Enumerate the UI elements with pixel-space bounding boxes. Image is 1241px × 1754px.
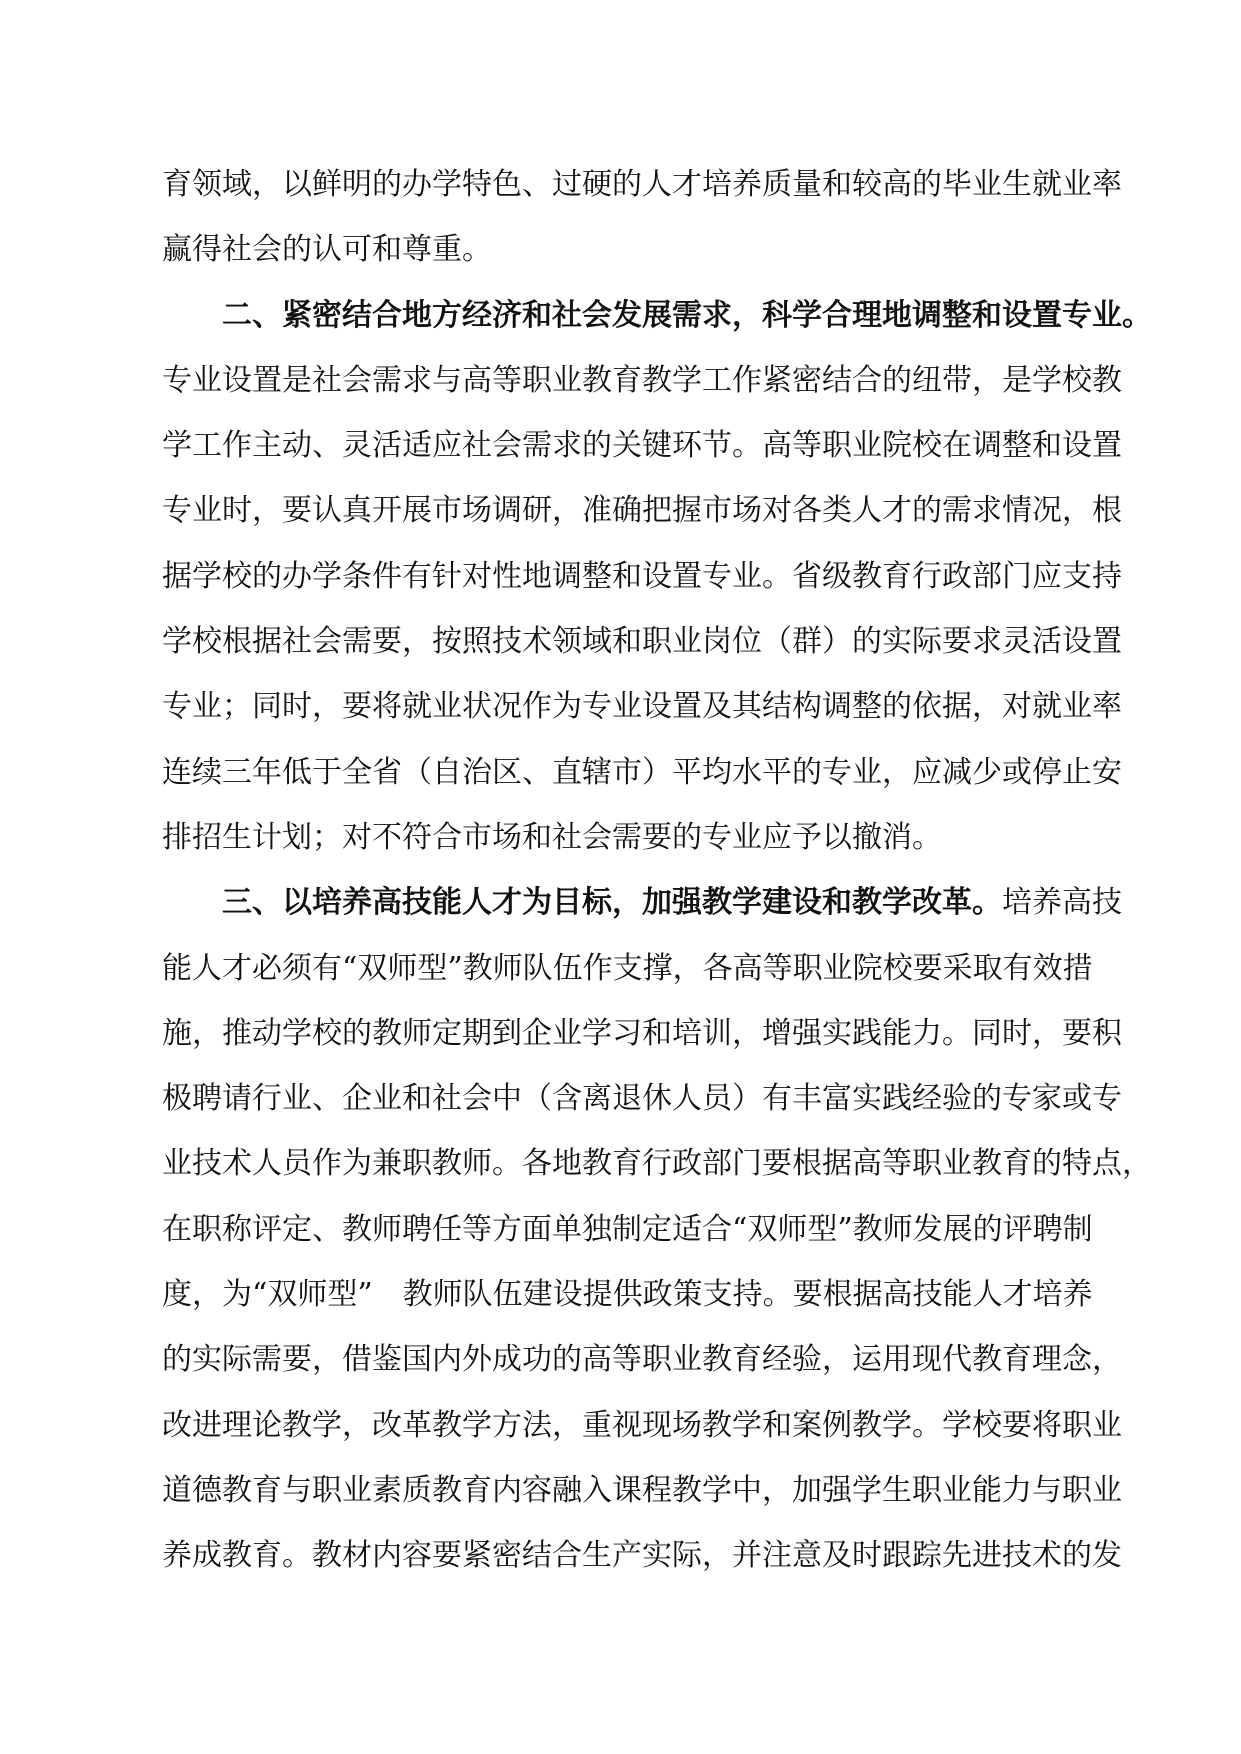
text-line: 赢得社会的认可和尊重。 [162, 232, 492, 268]
text-line: 专业时，要认真开展市场调研，准确把握市场对各类人才的需求情况，根 [162, 493, 1122, 529]
text-line: 极聘请行业、企业和社会中（含离退休人员）有丰富实践经验的专家或专 [162, 1081, 1122, 1117]
text-line: 改进理论教学，改革教学方法，重视现场教学和案例教学。学校要将职业 [162, 1407, 1122, 1443]
text-line: 学校根据社会需要，按照技术领域和职业岗位（群）的实际要求灵活设置 [162, 624, 1122, 660]
text-line: 专业设置是社会需求与高等职业教育教学工作紧密结合的纽带，是学校教 [162, 362, 1122, 398]
text-line: 据学校的办学条件有针对性地调整和设置专业。省级教育行政部门应支持 [162, 558, 1122, 594]
text-line: 能人才必须有“双师型”教师队伍作支撑，各高等职业院校要采取有效措 [162, 950, 1093, 986]
text-line: 道德教育与职业素质教育内容融入课程教学中，加强学生职业能力与职业 [162, 1472, 1122, 1508]
text-line: 养成教育。教材内容要紧密结合生产实际，并注意及时跟踪先进技术的发 [162, 1538, 1122, 1574]
text-line: 学工作主动、灵活适应社会需求的关键环节。高等职业院校在调整和设置 [162, 428, 1122, 464]
text-line: 专业；同时，要将就业状况作为专业设置及其结构调整的依据，对就业率 [162, 689, 1122, 725]
text-line: 连续三年低于全省（自治区、直辖市）平均水平的专业，应减少或停止安 [162, 754, 1122, 790]
text-line: 业技术人员作为兼职教师。各地教育行政部门要根据高等职业教育的特点， [162, 1146, 1152, 1182]
text-line: 施，推动学校的教师定期到企业学习和培训，增强实践能力。同时，要积 [162, 1015, 1122, 1051]
text-line: 在职称评定、教师聘任等方面单独制定适合“双师型”教师发展的评聘制 [162, 1211, 1093, 1247]
section-3-first-line [162, 870, 1122, 935]
section-heading-2: 二、紧密结合地方经济和社会发展需求，科学合理地调整和设置专业。 [222, 297, 1152, 333]
text-line: 的实际需要，借鉴国内外成功的高等职业教育经验，运用现代教育理念， [162, 1342, 1122, 1378]
text-line: 度，为“双师型” 教师队伍建设提供政策支持。要根据高技能人才培养 [162, 1277, 1093, 1313]
text-run: 培养高技 [1002, 885, 1122, 921]
document-body [162, 152, 1152, 1589]
text-line: 育领域，以鲜明的办学特色、过硬的人才培养质量和较高的毕业生就业率 [162, 167, 1122, 202]
section-heading-3: 三、以培养高技能人才为目标，加强教学建设和教学改革。 [222, 885, 1002, 921]
text-line: 排招生计划；对不符合市场和社会需要的专业应予以撤消。 [162, 819, 942, 855]
